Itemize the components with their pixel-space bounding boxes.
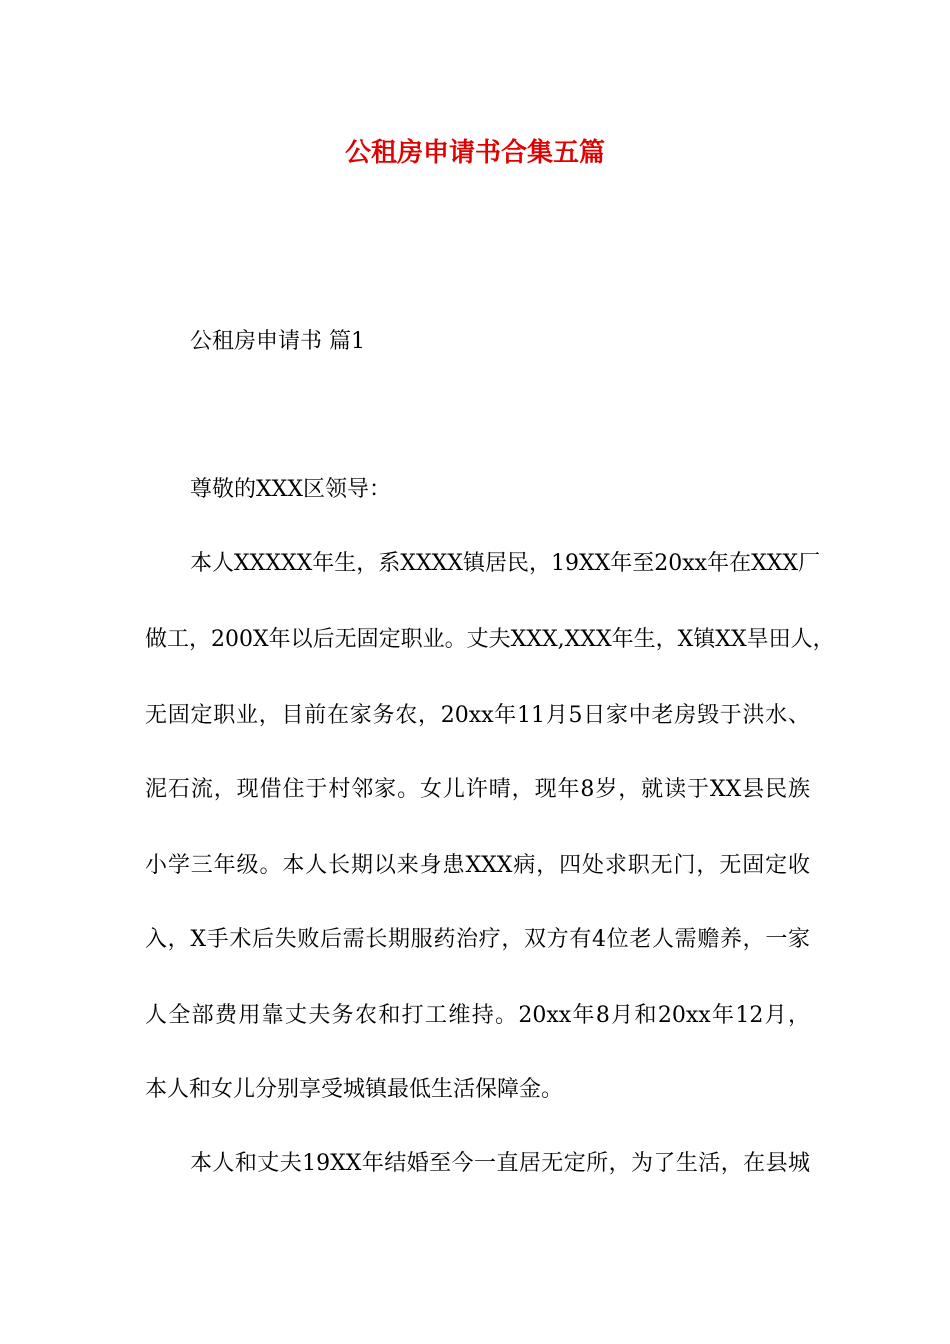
paragraph1-line-6: 入，X手术后失败后需长期服药治疗，双方有4位老人需赡养，一家: [145, 927, 810, 952]
section-heading: 公租房申请书 篇1: [190, 329, 365, 354]
paragraph1-line-4: 泥石流，现借住于村邻家。女儿许晴，现年8岁，就读于XX县民族: [145, 777, 810, 802]
paragraph1-line-3: 无固定职业，目前在家务农，20xx年11月5日家中老房毁于洪水、: [145, 703, 810, 728]
paragraph1-line-2: 做工，200X年以后无固定职业。丈夫XXX,XXX年生，X镇XX旱田人，: [145, 627, 835, 652]
paragraph1-line-8: 本人和女儿分别享受城镇最低生活保障金。: [145, 1077, 564, 1102]
salutation: 尊敬的XXX区领导：: [190, 477, 391, 502]
document-title: 公租房申请书合集五篇: [344, 138, 605, 168]
paragraph1-line-1: 本人XXXXX年生，系XXXX镇居民，19XX年至20xx年在XXX厂: [190, 551, 821, 576]
paragraph1-line-5: 小学三年级。本人长期以来身患XXX病，四处求职无门，无固定收: [145, 853, 810, 878]
paragraph2-line-1: 本人和丈夫19XX年结婚至今一直居无定所，为了生活，在县城: [190, 1151, 810, 1176]
paragraph1-line-7: 人全部费用靠丈夫务农和打工维持。20xx年8月和20xx年12月，: [145, 1003, 810, 1028]
